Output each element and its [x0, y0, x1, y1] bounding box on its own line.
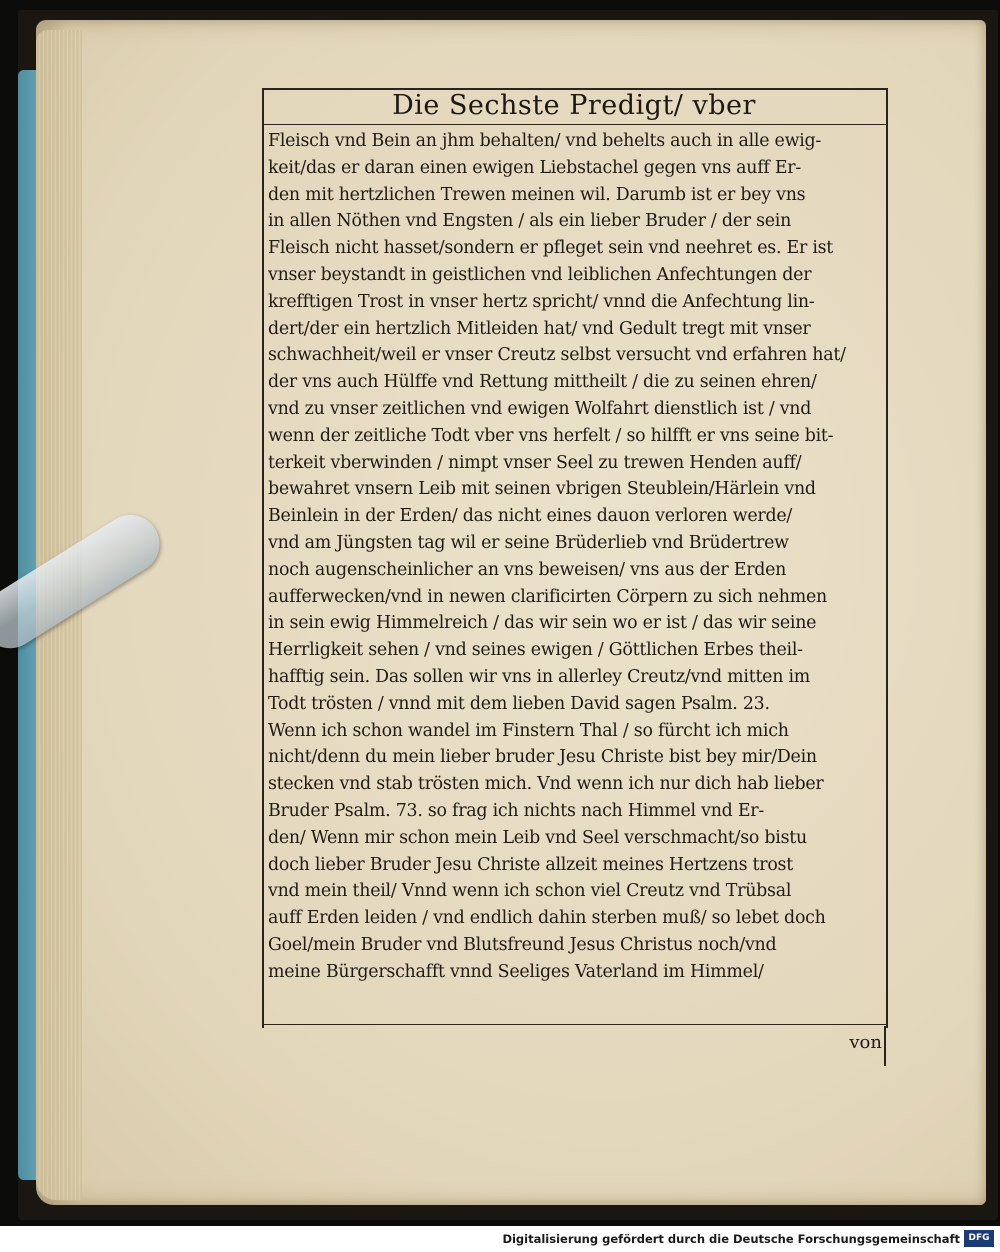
- bottom-rule: [262, 1024, 886, 1025]
- footer-credit: Digitalisierung gefördert durch die Deutsche Forschungsgemeinschaft: [502, 1232, 960, 1246]
- text-line: der vns auch Hülffe vnd Rettung mittheilt / die zu seinen ehren/: [268, 372, 817, 393]
- body-text: [268, 128, 880, 986]
- text-line: Fleisch vnd Bein an jhm behalten/ vnd behelts auch in alle ewig-: [268, 131, 822, 151]
- text-line: terkeit vberwinden / nimpt vnser Seel zu trewen Henden auff/: [268, 452, 802, 473]
- text-line: vnd am Jüngsten tag wil er seine Brüderlieb vnd Brüdertrew: [268, 532, 789, 553]
- text-line: vnd zu vnser zeitlichen vnd ewigen Wolfahrt dienstlich ist / vnd: [268, 398, 812, 419]
- text-line: meine Bürgerschafft vnnd Seeliges Vaterland im Himmel/: [268, 961, 764, 982]
- text-line: bewahret vnsern Leib mit seinen vbrigen Steublein/Härlein vnd: [268, 479, 816, 500]
- text-line: vnd mein theil/ Vnnd wenn ich schon viel Creutz vnd Trübsal: [268, 881, 792, 902]
- catchword: von: [849, 1032, 882, 1053]
- text-line: auff Erden leiden / vnd endlich dahin sterben muß/ so lebet doch: [268, 908, 826, 929]
- text-line: dert/der ein hertzlich Mitleiden hat/ vnd Gedult tregt mit vnser: [268, 318, 811, 339]
- text-line: den/ Wenn mir schon mein Leib vnd Seel verschmacht/so bistu: [268, 827, 807, 848]
- text-line: in allen Nöthen vnd Engsten / als ein lieber Bruder / der sein: [268, 211, 792, 232]
- text-line: Bruder Psalm. 73. so frag ich nichts nach Himmel vnd Er-: [268, 800, 764, 821]
- running-head: Die Sechste Predigt/ vber: [262, 88, 886, 125]
- text-line: Beinlein in der Erden/ das nicht eines dauon verloren werde/: [268, 506, 792, 527]
- text-line: wenn der zeitliche Todt vber vns herfelt / so hilfft er vns seine bit-: [268, 425, 834, 446]
- text-line: noch augenscheinlicher an vns beweisen/ vns aus der Erden: [268, 559, 787, 580]
- catchword-rule: [884, 1026, 886, 1066]
- text-line: Goel/mein Bruder vnd Blutsfreund Jesus Christus noch/vnd: [268, 934, 777, 955]
- text-line: nicht/denn du mein lieber bruder Jesu Christe bist bey mir/Dein: [268, 747, 817, 768]
- text-line: vnser beystandt in geistlichen vnd leiblichen Anfechtungen der: [268, 264, 812, 285]
- text-line: Todt trösten / vnnd mit dem lieben David sagen Psalm. 23.: [268, 693, 770, 714]
- text-line: krefftigen Trost in vnser hertz spricht/ vnnd die Anfechtung lin-: [268, 291, 815, 312]
- text-line: Herrligkeit sehen / vnd seines ewigen / Göttlichen Erbes theil-: [268, 640, 803, 661]
- text-line: doch lieber Bruder Jesu Christe allzeit meines Hertzens trost: [268, 854, 793, 875]
- text-line: hafftig sein. Das sollen wir vns in allerley Creutz/vnd mitten im: [268, 666, 811, 687]
- text-line: keit/das er daran einen ewigen Liebstachel gegen vns auff Er-: [268, 157, 801, 178]
- text-line: Wenn ich schon wandel im Finstern Thal / so fürcht ich mich: [268, 720, 789, 741]
- text-line: schwachheit/weil er vnser Creutz selbst versucht vnd erfahren hat/: [268, 345, 846, 366]
- text-line: stecken vnd stab trösten mich. Vnd wenn ich nur dich hab lieber: [268, 774, 824, 795]
- text-line: aufferwecken/vnd in newen clarificirten Cörpern zu sich nehmen: [268, 586, 827, 607]
- text-line: den mit hertzlichen Trewen meinen wil. Darumb ist er bey vns: [268, 184, 806, 205]
- text-line: Fleisch nicht hasset/sondern er pfleget sein vnd neehret es. Er ist: [268, 238, 834, 259]
- footer-bar: [0, 1226, 1000, 1252]
- text-line: in sein ewig Himmelreich / das wir sein wo er ist / das wir seine: [268, 613, 817, 634]
- dfg-logo-icon: DFG: [964, 1230, 994, 1247]
